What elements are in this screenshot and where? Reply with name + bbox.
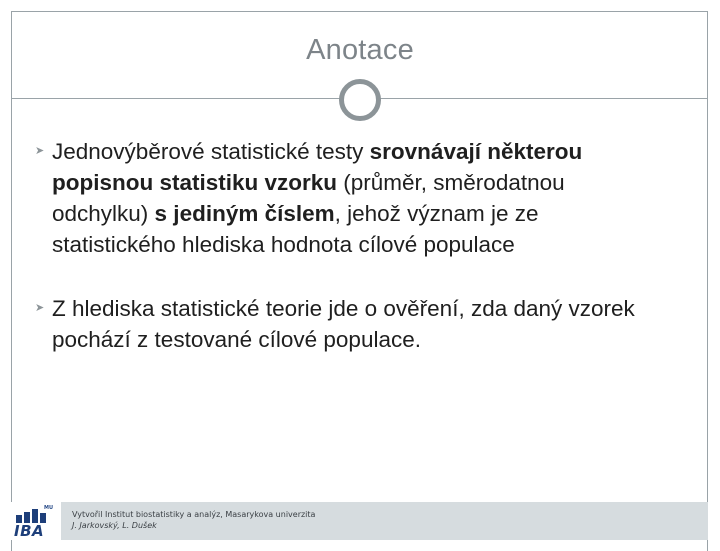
bullet-arrow-icon: ➤	[35, 302, 45, 314]
logo-superscript: MU	[44, 505, 54, 511]
footer-authors: J. Jarkovský, L. Dušek	[72, 521, 157, 530]
bullet-1-text-c: (průměr, směrodatnou odchylku)	[52, 170, 565, 226]
logo-graphic-icon	[14, 509, 54, 523]
footer-credit: Vytvořil Institut biostatistiky a analýz, Masarykova univerzita	[72, 510, 316, 519]
bullet-1-text-b: srovnávají některou popisnou statistiku vzorku	[52, 139, 583, 195]
bullet-item-1	[35, 136, 658, 260]
bullet-2-text: Z hlediska statistické teorie jde o ověření, zda daný vzorek pochází z testované cílové populace.	[52, 296, 635, 352]
bullet-1-text-d: s jediným číslem	[154, 201, 335, 226]
bullet-1-text-a: Jednovýběrové statistické testy	[52, 139, 370, 164]
bullet-1-text-e: , jehož význam je ze statistického hlediska hodnota cílové populace	[52, 201, 539, 257]
slide-title: Anotace	[306, 34, 414, 66]
title-circle-ornament	[339, 79, 381, 121]
bullet-arrow-icon: ➤	[35, 145, 45, 157]
logo-text: IBA	[14, 522, 45, 540]
bullet-list	[35, 136, 658, 388]
bullet-item-2	[35, 293, 658, 355]
